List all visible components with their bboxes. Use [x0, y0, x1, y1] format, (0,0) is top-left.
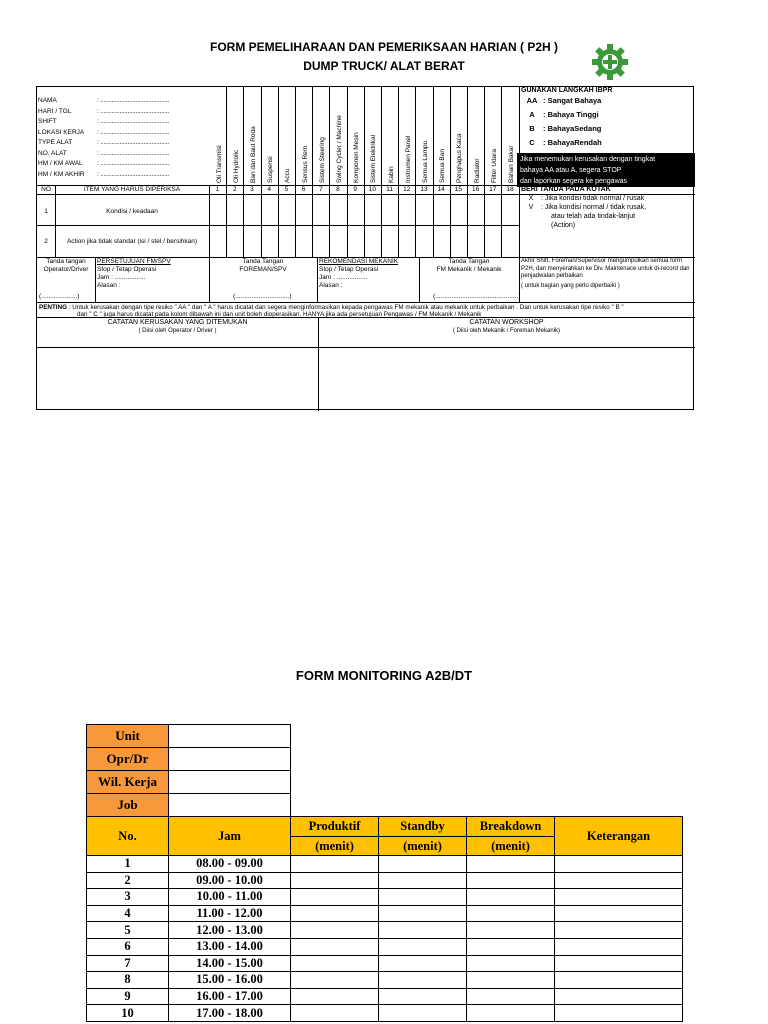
- check-column-label: Swing Cycler / Machine: [335, 115, 343, 183]
- check-cell[interactable]: [451, 226, 466, 256]
- row-jam: 15.00 - 16.00: [169, 972, 291, 989]
- row-standby-field[interactable]: [379, 922, 467, 939]
- col-standby-header: Standby: [379, 817, 467, 837]
- check-cell[interactable]: [365, 195, 380, 225]
- row-jam: 09.00 - 10.00: [169, 872, 291, 889]
- table-row: [87, 938, 683, 955]
- header-value-field[interactable]: [169, 725, 291, 748]
- row-jam: 08.00 - 09.00: [169, 856, 291, 873]
- mark-v: V: [528, 204, 534, 211]
- check-cell[interactable]: [416, 195, 431, 225]
- header-value-field[interactable]: [169, 771, 291, 794]
- check-cell[interactable]: [468, 226, 483, 256]
- column-number: 18: [506, 186, 514, 193]
- monitoring-form: [86, 724, 683, 1022]
- info-label: NO. ALAT: [38, 149, 67, 157]
- column-number: 12: [403, 186, 411, 193]
- check-column-label: Semua Ban: [439, 149, 447, 183]
- header-label: Wil. Kerja: [87, 771, 169, 794]
- check-cell[interactable]: [399, 226, 414, 256]
- row-keterangan-field[interactable]: [555, 889, 683, 906]
- info-label: HARI / TGL: [38, 107, 72, 115]
- row-no: 10: [87, 1005, 169, 1022]
- check-column-header: [209, 91, 226, 183]
- info-value-field[interactable]: : ...........................................: [97, 107, 170, 115]
- ibpr-code: A: [529, 110, 535, 119]
- row-keterangan-field[interactable]: [555, 955, 683, 972]
- column-number: 8: [336, 186, 340, 193]
- check-column-header: [450, 91, 467, 183]
- row-breakdown-field[interactable]: [467, 872, 555, 889]
- check-cell[interactable]: [279, 195, 294, 225]
- sig2-title: Tanda Tangan: [242, 258, 284, 265]
- check-column-header: [484, 91, 501, 183]
- ibpr-desc: : Bahaya Tinggi: [543, 110, 599, 119]
- check-column-header: [398, 91, 415, 183]
- approval-line1: Stop / Tetap Operasi: [97, 266, 157, 273]
- warning-box: [517, 153, 695, 187]
- penting-line2: dan " C " juga harus dicatat pada kolom dibawah ini dan unit boleh dioperasikan. HANYA jika ada persetujuan Pengawas / FM Mekanik / Mekanik: [77, 311, 482, 318]
- row-keterangan-field[interactable]: [555, 922, 683, 939]
- mark-x: X: [528, 195, 534, 202]
- sig2-dots: (..............................): [233, 293, 292, 300]
- row-jam: 16.00 - 17.00: [169, 988, 291, 1005]
- ibpr-title: GUNAKAN LANGKAH IBPR: [521, 87, 613, 94]
- column-number: 11: [386, 186, 393, 193]
- sig1-title: Tanda tangan: [46, 258, 86, 265]
- row-no: 2: [87, 872, 169, 889]
- warning-line: dan laporkan segera ke pengawas: [520, 178, 628, 185]
- row-breakdown-field[interactable]: [467, 922, 555, 939]
- sig1-role: Operator/Driver: [43, 266, 89, 273]
- check-cell[interactable]: [313, 195, 328, 225]
- info-label: SHIFT: [38, 118, 57, 125]
- row-jam: 14.00 - 15.00: [169, 955, 291, 972]
- warning-line: Jika menemukan kerusakan dengan tingkat: [520, 156, 656, 163]
- ibpr-level: [521, 138, 695, 147]
- column-number: 13: [420, 186, 428, 193]
- check-cell[interactable]: [399, 195, 414, 225]
- check-cell[interactable]: [434, 226, 449, 256]
- check-cell[interactable]: [451, 195, 466, 225]
- table-row: [87, 905, 683, 922]
- info-value-field[interactable]: : ...........................................: [97, 160, 170, 167]
- row-keterangan-field[interactable]: [555, 856, 683, 873]
- catatan-right-sub: ( Diisi oleh Mekanik / Foreman Mekanik): [452, 328, 561, 334]
- penting-line1: PENTING : Untuk kerusakan dengan tipe resiko " AA " dan " A " harus dicatat dan segera menginformasikan kepada pengawas FM mekanik atau mekanik untuk perbaikan . Dan untuk kerusakan tipe resiko " B ": [39, 304, 624, 311]
- row-keterangan-field[interactable]: [555, 972, 683, 989]
- breakdown-unit: (menit): [467, 837, 555, 856]
- col-breakdown-header: Breakdown: [467, 817, 555, 837]
- check-column-label: Accu: [284, 168, 292, 183]
- ibpr-code: C: [529, 138, 535, 147]
- check-column-label: Radiator: [473, 158, 481, 183]
- table-row: [87, 988, 683, 1005]
- catatan-right-title: CATATAN WORKSHOP: [469, 319, 544, 326]
- produktif-unit: (menit): [291, 837, 379, 856]
- info-value-field[interactable]: : ...........................................: [97, 128, 170, 136]
- info-label: TYPE ALAT: [38, 139, 73, 146]
- check-column-header: [278, 91, 295, 183]
- row-standby-field[interactable]: [379, 938, 467, 955]
- info-value-field[interactable]: : ...........................................: [97, 170, 170, 178]
- row-jam: 13.00 - 14.00: [169, 938, 291, 955]
- check-column-label: Oli Transmisi: [215, 145, 223, 183]
- check-column-label: Semua Lampu: [421, 140, 429, 183]
- row-breakdown-field[interactable]: [467, 938, 555, 955]
- mark-v-desc3: (Action): [551, 222, 576, 229]
- row-no: 7: [87, 955, 169, 972]
- reko-line1: Stop / Tetap Operasi: [319, 266, 379, 273]
- header-value-field[interactable]: [169, 794, 291, 817]
- check-cell[interactable]: [296, 195, 311, 225]
- row-produktif-field[interactable]: [291, 856, 379, 873]
- form-subtitle: DUMP TRUCK/ ALAT BERAT: [303, 59, 465, 73]
- table-row: [87, 889, 683, 906]
- check-column-header: [501, 91, 518, 183]
- row-produktif-field[interactable]: [291, 988, 379, 1005]
- column-number: 16: [471, 186, 480, 193]
- table-row: [87, 856, 683, 873]
- row-standby-field[interactable]: [379, 856, 467, 873]
- check-column-header: [347, 91, 364, 183]
- check-cell[interactable]: [244, 226, 259, 256]
- p2h-form: [36, 86, 694, 410]
- row2-item: Action jika tidak standar (isi / stel / bersihkan): [66, 238, 198, 245]
- row-no: 6: [87, 938, 169, 955]
- row-jam: 17.00 - 18.00: [169, 1005, 291, 1022]
- check-cell[interactable]: [279, 226, 294, 256]
- row-produktif-field[interactable]: [291, 938, 379, 955]
- check-cell[interactable]: [348, 195, 363, 225]
- info-value-field[interactable]: : ...........................................: [97, 139, 170, 146]
- check-cell[interactable]: [262, 226, 277, 256]
- check-column-header: [243, 91, 260, 183]
- check-cell[interactable]: [365, 226, 380, 256]
- sig1-dots: (....................): [39, 293, 80, 300]
- info-label: HM / KM AWAL: [38, 160, 83, 167]
- penting-label: PENTING: [39, 304, 67, 311]
- table-row: [87, 872, 683, 889]
- check-column-label: Oli Hydrolic: [232, 149, 240, 183]
- col-no-header: No.: [87, 817, 169, 856]
- column-number: 4: [267, 186, 271, 193]
- warning-line: bahaya AA atau A, segera STOP: [520, 167, 622, 174]
- ibpr-panel: [521, 87, 695, 147]
- table-row: [87, 1005, 683, 1022]
- sig2-role: FOREMAN/SPV: [239, 266, 287, 273]
- approval-alasan: Alasan :: [97, 282, 121, 289]
- item-header: ITEM YANG HARUS DIPERIKSA: [83, 186, 181, 193]
- check-column-label: Filter Udara: [490, 149, 498, 183]
- ibpr-level: [521, 124, 695, 133]
- column-number: 17: [489, 186, 497, 193]
- check-cell[interactable]: [330, 226, 345, 256]
- row-keterangan-field[interactable]: [555, 872, 683, 889]
- row-standby-field[interactable]: [379, 988, 467, 1005]
- check-column-label: Kabin: [387, 166, 395, 183]
- monitoring-title: FORM MONITORING A2B/DT: [295, 668, 473, 683]
- column-number: 5: [284, 186, 289, 193]
- check-column-header: [433, 91, 450, 183]
- check-column-header: [312, 91, 329, 183]
- info-label: HM / KM AKHIR: [38, 170, 85, 178]
- row-standby-field[interactable]: [379, 889, 467, 906]
- check-cell[interactable]: [313, 226, 328, 256]
- reko-alasan: Alasan :: [319, 282, 343, 289]
- col-keterangan-header: Keterangan: [555, 817, 683, 856]
- row-breakdown-field[interactable]: [467, 955, 555, 972]
- row-breakdown-field[interactable]: [467, 889, 555, 906]
- header-label: Job: [87, 794, 169, 817]
- column-number: 6: [301, 186, 306, 193]
- check-column-header: [364, 91, 381, 183]
- column-number: 9: [353, 186, 357, 193]
- column-number: 1: [215, 186, 220, 193]
- mark-legend: [521, 186, 695, 229]
- check-column-header: [226, 91, 243, 183]
- no-header: NO: [41, 186, 51, 193]
- catatan-left-title: CATATAN KERUSAKAN YANG DITEMUKAN: [107, 319, 248, 326]
- info-value-field[interactable]: : ...........................................: [97, 118, 170, 125]
- row-jam: 11.00 - 12.00: [169, 905, 291, 922]
- table-row: [87, 955, 683, 972]
- check-cell[interactable]: [262, 195, 277, 225]
- column-number: 15: [454, 186, 462, 193]
- mark-v-desc: : Jika kondisi normal / tidak rusak,: [541, 204, 647, 211]
- row-jam: 12.00 - 13.00: [169, 922, 291, 939]
- row-produktif-field[interactable]: [291, 955, 379, 972]
- row-no: 1: [87, 856, 169, 873]
- standby-unit: (menit): [379, 837, 467, 856]
- gear-cross-logo-icon: [590, 42, 630, 82]
- check-cell[interactable]: [416, 226, 431, 256]
- row1-no: 1: [44, 208, 48, 215]
- info-value-field[interactable]: : ...........................................: [97, 149, 170, 157]
- row-breakdown-field[interactable]: [467, 972, 555, 989]
- header-label: Opr/Dr: [87, 748, 169, 771]
- row-no: 5: [87, 922, 169, 939]
- shift-note: Akhir Shift, Foreman/Supervisor mengumpulkan semua form P2H, dan menyerahkan ke Div. Maintenace untuk di-record dan penjadwalan perbaikan: [521, 258, 690, 279]
- sig3-role: FM Mekanik / Mekanik: [436, 266, 502, 273]
- check-column-label: Sistem Steering: [318, 137, 326, 183]
- approval-jam: Jam : .................: [97, 274, 146, 281]
- check-cell[interactable]: [348, 226, 363, 256]
- column-number: 7: [318, 186, 323, 193]
- check-column-label: Komponen Mesin: [353, 132, 361, 183]
- header-value-field[interactable]: [169, 748, 291, 771]
- row-keterangan-field[interactable]: [555, 1005, 683, 1022]
- row-produktif-field[interactable]: [291, 972, 379, 989]
- row2-no: 2: [44, 238, 48, 245]
- ibpr-desc: : BahayaRendah: [543, 138, 602, 147]
- row-no: 9: [87, 988, 169, 1005]
- check-cell[interactable]: [210, 195, 225, 225]
- check-column-label: Bahan Bakar: [507, 145, 515, 183]
- info-label: NAMA: [38, 97, 57, 104]
- ibpr-desc: : Sangat Bahaya: [543, 96, 602, 105]
- sig3-dots: (..............................................): [433, 293, 521, 300]
- check-cell[interactable]: [434, 195, 449, 225]
- ibpr-desc: : BahayaSedang: [543, 124, 602, 133]
- monitoring-table: [86, 816, 683, 1022]
- row-breakdown-field[interactable]: [467, 856, 555, 873]
- info-value-field[interactable]: : ...........................................: [97, 97, 170, 104]
- column-number: 3: [250, 186, 254, 193]
- ibpr-level: [521, 96, 695, 105]
- check-column-header: [261, 91, 278, 183]
- approval-title: PERSETUJUAN FM/SPV: [97, 258, 171, 265]
- col-jam-header: Jam: [169, 817, 291, 856]
- row-standby-field[interactable]: [379, 955, 467, 972]
- check-column-header: [381, 91, 398, 183]
- check-column-header: [329, 91, 346, 183]
- catatan-left-sub: ( Diisi oleh Operator / Driver ): [138, 328, 217, 334]
- row-standby-field[interactable]: [379, 905, 467, 922]
- row-no: 8: [87, 972, 169, 989]
- catatan-right-area[interactable]: [320, 349, 693, 409]
- check-cell[interactable]: [485, 195, 500, 225]
- check-cell[interactable]: [502, 195, 517, 225]
- form-title: FORM PEMELIHARAAN DAN PEMERIKSAAN HARIAN ( P2H ): [209, 40, 558, 54]
- monitoring-header-table: [86, 724, 291, 817]
- sig3-title: Tanda Tangan: [448, 258, 490, 265]
- check-cell[interactable]: [296, 226, 311, 256]
- row-jam: 10.00 - 11.00: [169, 889, 291, 906]
- mark-x-desc: : Jika kondisi tidak normal / rusak: [541, 195, 645, 202]
- table-row: [87, 972, 683, 989]
- check-cell[interactable]: [227, 195, 242, 225]
- header-label: Unit: [87, 725, 169, 748]
- check-column-label: Sistem Elektrikal: [370, 134, 378, 183]
- mark-title: BERI TANDA PADA KOTAK: [521, 186, 611, 193]
- check-column-label: Ban dan Baut Roda: [249, 126, 257, 183]
- reko-title: REKOMENDASI MEKANIK: [319, 258, 399, 265]
- catatan-left-area[interactable]: [39, 349, 316, 409]
- check-column-label: Sensus Rem: [301, 145, 309, 183]
- row1-item: Kondisi / keadaan: [106, 208, 158, 215]
- check-cell[interactable]: [244, 195, 259, 225]
- column-number: 2: [232, 186, 237, 193]
- check-cell[interactable]: [485, 226, 500, 256]
- table-row: [87, 922, 683, 939]
- row-keterangan-field[interactable]: [555, 988, 683, 1005]
- column-number: 14: [437, 186, 445, 193]
- row-standby-field[interactable]: [379, 972, 467, 989]
- row-no: 4: [87, 905, 169, 922]
- row-produktif-field[interactable]: [291, 922, 379, 939]
- row-breakdown-field[interactable]: [467, 988, 555, 1005]
- ibpr-code: B: [529, 124, 535, 133]
- check-column-label: Penghapus Kaca: [456, 133, 464, 183]
- row-standby-field[interactable]: [379, 1005, 467, 1022]
- reko-jam: Jam : .................: [319, 274, 368, 281]
- col-produktif-header: Produktif: [291, 817, 379, 837]
- check-cell[interactable]: [210, 226, 225, 256]
- row-standby-field[interactable]: [379, 872, 467, 889]
- check-column-label: Instrumen Panel: [404, 135, 412, 183]
- row-produktif-field[interactable]: [291, 905, 379, 922]
- check-column-header: [467, 91, 484, 183]
- check-column-header: [415, 91, 432, 183]
- check-column-header: [295, 91, 312, 183]
- check-cell[interactable]: [227, 226, 242, 256]
- check-cell[interactable]: [502, 226, 517, 256]
- check-cell[interactable]: [382, 195, 397, 225]
- row-produktif-field[interactable]: [291, 1005, 379, 1022]
- row-produktif-field[interactable]: [291, 889, 379, 906]
- row-breakdown-field[interactable]: [467, 905, 555, 922]
- ibpr-code: AA: [526, 96, 538, 105]
- check-cell[interactable]: [330, 195, 345, 225]
- row-breakdown-field[interactable]: [467, 1005, 555, 1022]
- row-keterangan-field[interactable]: [555, 938, 683, 955]
- check-cell[interactable]: [382, 226, 397, 256]
- row-keterangan-field[interactable]: [555, 905, 683, 922]
- check-column-label: Suspensi: [267, 156, 275, 183]
- row-produktif-field[interactable]: [291, 872, 379, 889]
- column-number: 10: [368, 186, 376, 193]
- ibpr-level: [521, 110, 695, 119]
- info-label: LOKASI KERJA: [38, 128, 85, 136]
- row-no: 3: [87, 889, 169, 906]
- shift-note2: ( untuk bagian yang perlu diperbaiki ): [521, 283, 620, 289]
- mark-v-desc2: atau telah ada tindak-lanjut: [551, 213, 636, 220]
- check-cell[interactable]: [468, 195, 483, 225]
